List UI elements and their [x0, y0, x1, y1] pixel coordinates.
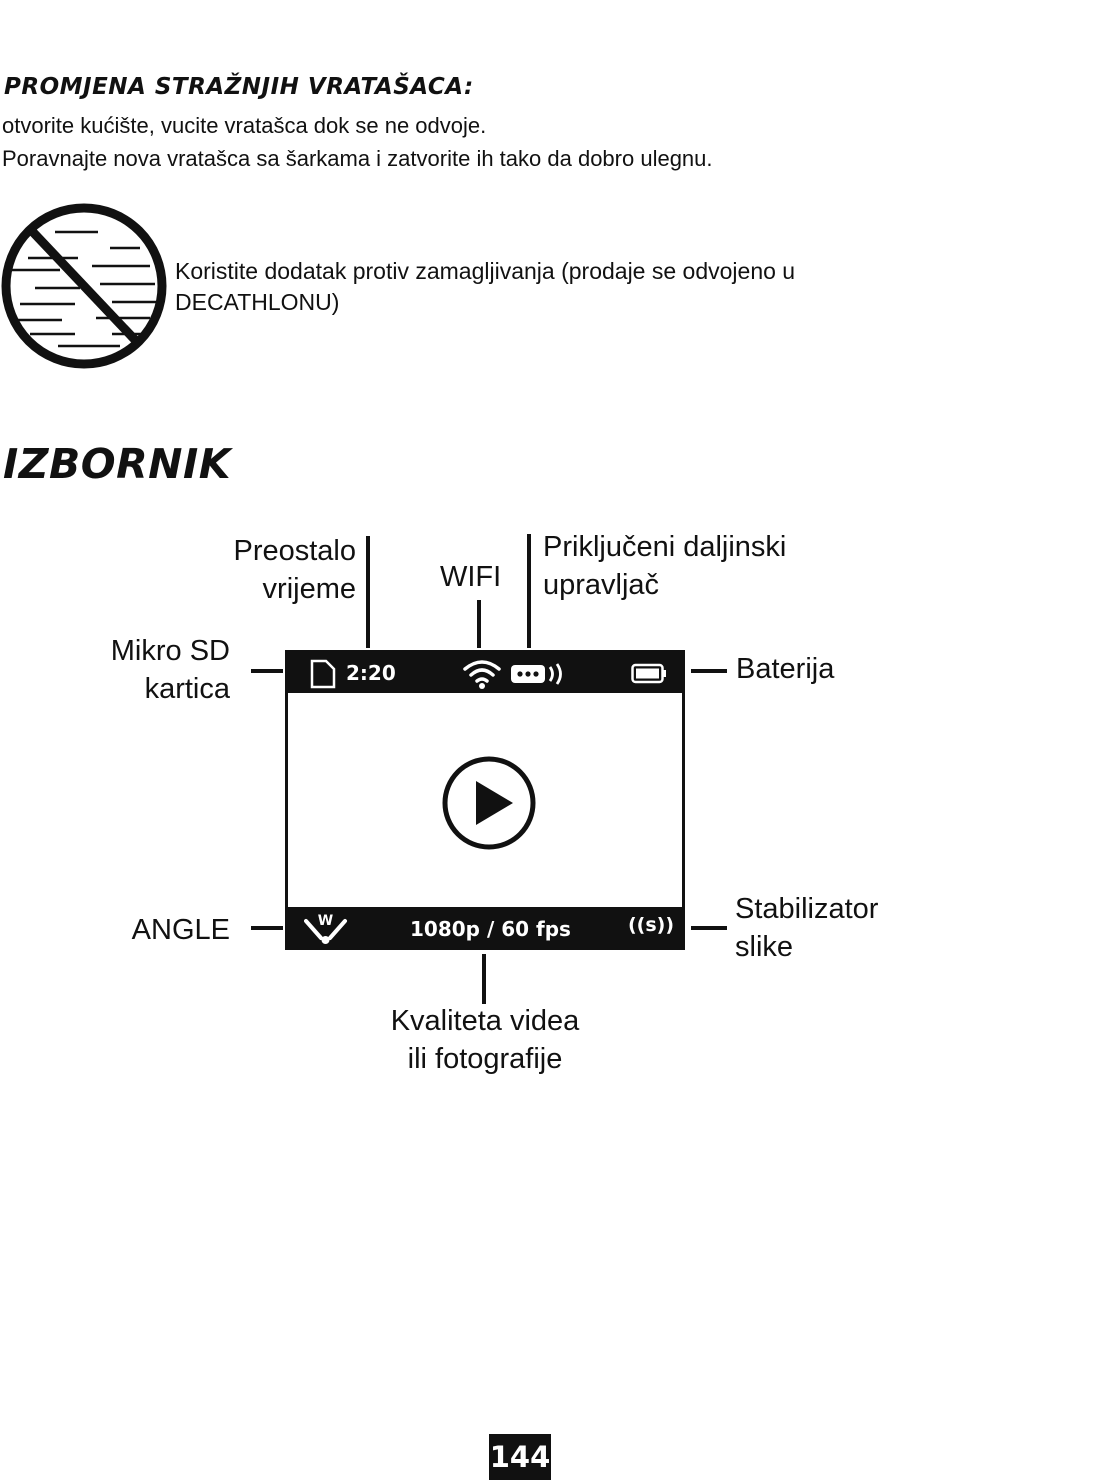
remote-icon: [510, 661, 568, 687]
leader-line-remote: [527, 534, 531, 648]
play-icon: [441, 755, 537, 851]
anti-fog-note-line-1: Koristite dodatak protiv zamagljivanja (prodaje se odvojeno u: [175, 258, 796, 284]
no-fog-icon: [0, 200, 170, 372]
instruction-line-2: Poravnajte nova vratašca sa šarkama i zatvorite ih tako da dobro ulegnu.: [2, 146, 713, 171]
page-number: 144: [489, 1434, 551, 1480]
label-remaining-time: [180, 532, 356, 608]
label-angle: ANGLE: [131, 914, 230, 946]
leader-line-angle: [251, 926, 283, 930]
instruction-line-1: otvorite kućište, vucite vratašca dok se ne odvoje.: [2, 113, 487, 138]
leader-line-remaining-time: [366, 536, 370, 648]
label-quality-line-1: Kvaliteta videa: [390, 1005, 580, 1037]
leader-line-stabilizer: [691, 926, 727, 930]
section-title-back-door: PROMJENA STRAŽNJIH VRATAŠACA:: [4, 74, 474, 100]
label-sd-card-line-1: Mikro SD: [110, 635, 230, 667]
menu-title: IZBORNIK: [3, 440, 231, 488]
label-wifi: WIFI: [440, 561, 502, 593]
video-quality-value: 1080p / 60 fps: [410, 917, 571, 941]
leader-line-quality: [482, 954, 486, 1004]
label-stabilizer-line-1: Stabilizator: [735, 893, 879, 925]
sd-card-icon: [310, 659, 336, 689]
leader-line-battery: [691, 669, 727, 673]
label-sd-card-line-2: kartica: [144, 673, 230, 705]
label-battery: Baterija: [736, 653, 835, 685]
label-sd-card: [60, 632, 230, 708]
battery-icon: [631, 663, 667, 685]
leader-line-sd-card: [251, 669, 283, 673]
screen-bottom-bar: [288, 907, 682, 947]
label-remote-line-2: upravljač: [543, 569, 660, 601]
label-remote-line-1: Priključeni daljinski: [543, 531, 787, 563]
label-quality: [330, 1002, 640, 1078]
label-stabilizer-line-2: slike: [735, 931, 794, 963]
label-remaining-time-line-1: Preostalo: [233, 535, 356, 567]
leader-line-wifi: [477, 600, 481, 648]
remaining-time-value: 2:20: [346, 661, 396, 685]
label-quality-line-2: ili fotografije: [407, 1043, 563, 1075]
stabilizer-value: ((s)): [628, 914, 675, 936]
camera-screen: [285, 650, 685, 950]
label-remote: [543, 528, 786, 604]
label-remaining-time-line-2: vrijeme: [262, 573, 356, 605]
anti-fog-note: [175, 256, 875, 318]
angle-letter: W: [317, 913, 334, 929]
angle-icon: [304, 911, 348, 945]
anti-fog-note-line-2: DECATHLONU): [175, 289, 340, 315]
label-stabilizer: [735, 890, 878, 966]
screen-top-bar: [288, 653, 682, 693]
wifi-icon: [462, 658, 502, 690]
